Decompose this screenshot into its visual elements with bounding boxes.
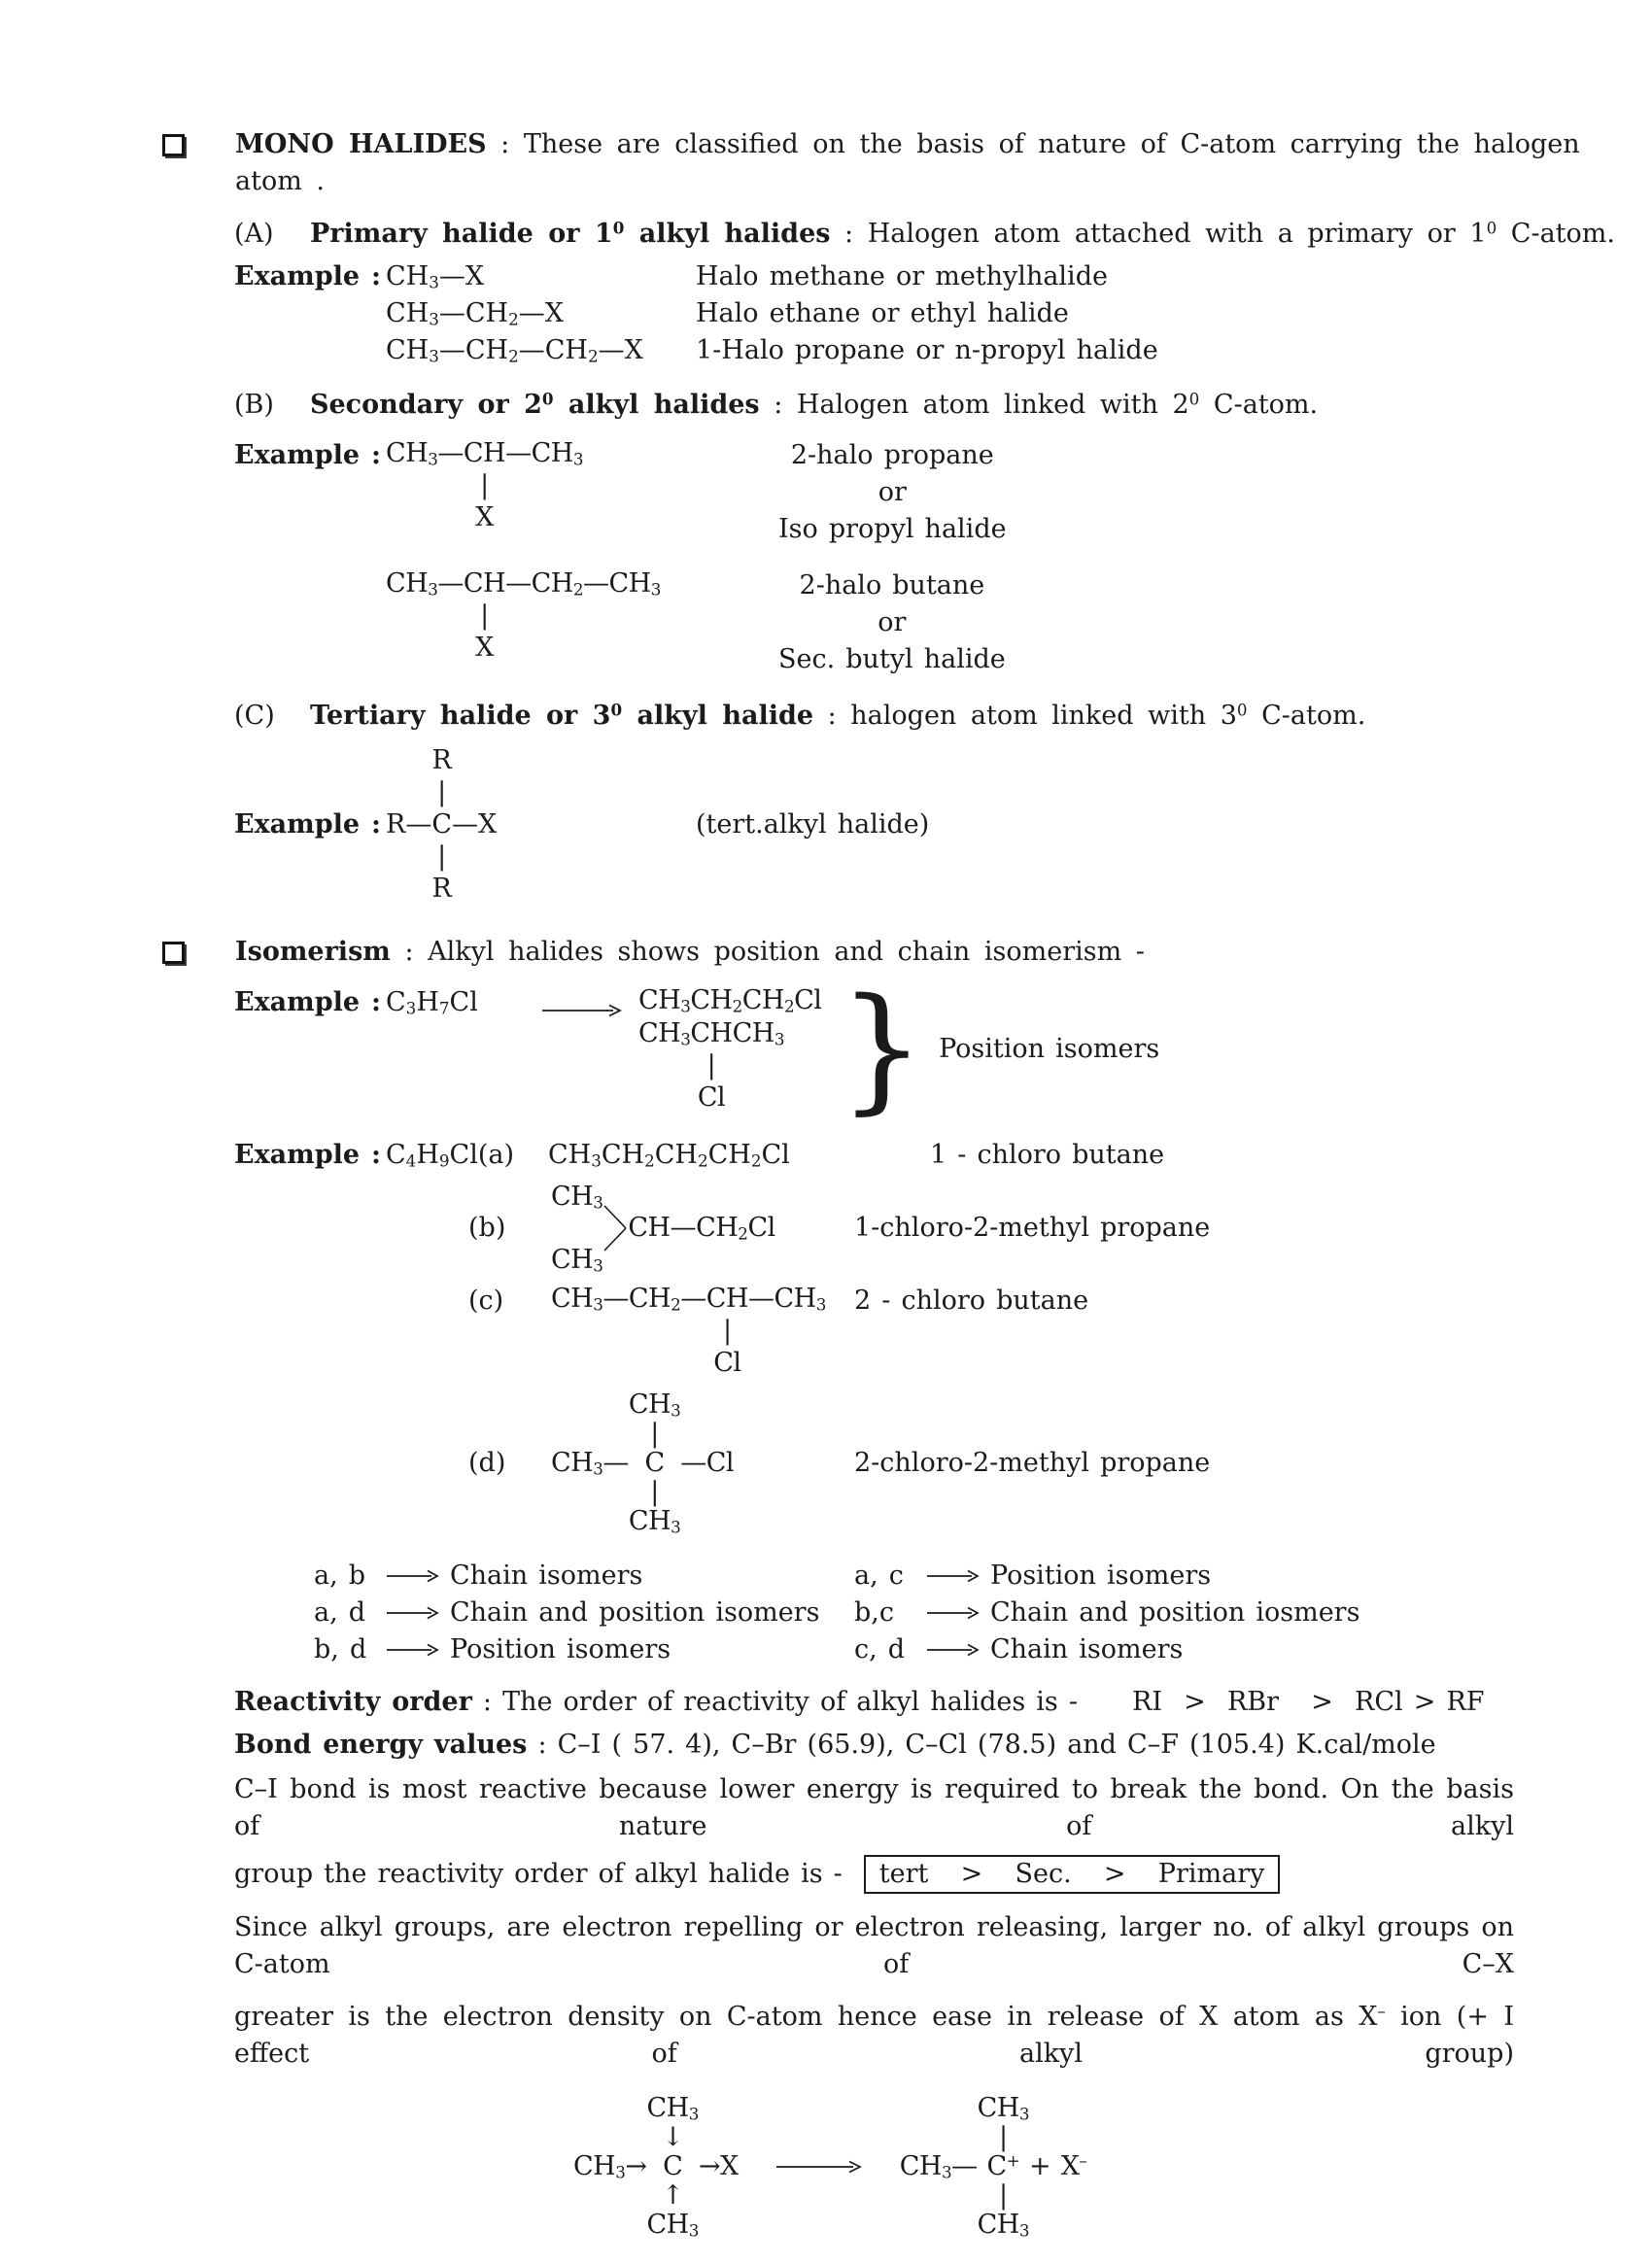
reactivity-text: : The order of reactivity of alkyl halides is - bbox=[471, 1687, 1078, 1717]
item-b-row bbox=[0, 387, 1652, 424]
formula-cell: R— bbox=[386, 809, 432, 840]
formula: $CH_3—CH_2—X$ bbox=[386, 298, 564, 329]
item-a-heading: Primary halide or $1^0$ alkyl halides bbox=[310, 218, 831, 249]
example-label: Example : bbox=[234, 987, 381, 1017]
formula-cell: ↑ bbox=[662, 2180, 684, 2211]
isomer-relations bbox=[0, 1558, 1652, 1668]
structure-2-chloro-butane bbox=[551, 1283, 826, 1379]
relation-item bbox=[854, 1558, 1211, 1595]
formula-cell: $CH_3$ bbox=[977, 2210, 1029, 2241]
formula-cell: | bbox=[650, 1419, 659, 1449]
formula-cell: $CH_3$ bbox=[646, 2093, 699, 2124]
item-b-desc: : Halogen atom linked with $2^0$ C-atom. bbox=[759, 389, 1319, 420]
compound-name: 2-halo butane bbox=[799, 570, 985, 600]
formula-cell: $CH_3$ bbox=[732, 1018, 784, 1049]
item-c-row bbox=[0, 698, 1652, 735]
formula-cell: R bbox=[431, 874, 452, 904]
bond-heading: Bond energy values bbox=[234, 1730, 528, 1760]
isomerism-title-row bbox=[0, 934, 1652, 971]
bullet-square-icon bbox=[162, 942, 185, 964]
formula-cell: $CH_3$ bbox=[646, 2210, 699, 2241]
formula-cell: C bbox=[431, 809, 453, 840]
formula-cell: | bbox=[706, 1050, 716, 1081]
arrow-right-icon bbox=[386, 1642, 440, 1658]
structure-note: (tert.alkyl halide) bbox=[696, 808, 930, 840]
structure-2-halo-propane bbox=[386, 437, 583, 533]
formula-cell: $CH_3$ bbox=[628, 1389, 681, 1421]
bullet-square-icon bbox=[162, 134, 185, 156]
item-c-text bbox=[310, 698, 1365, 735]
isomer-b-row bbox=[0, 1182, 1652, 1276]
formula-cell: | bbox=[480, 600, 489, 631]
isomerism-title-line bbox=[235, 934, 1145, 971]
relation-item bbox=[854, 1595, 1359, 1631]
structure-2-halo-butane bbox=[386, 567, 661, 664]
formula-cell: $CH_3$ bbox=[977, 2093, 1029, 2124]
relation-item bbox=[314, 1558, 854, 1595]
formula-cell: —X bbox=[452, 809, 498, 840]
product-structure bbox=[900, 2094, 1087, 2240]
item-a-label: (A) bbox=[234, 219, 274, 249]
relation-text: Chain isomers bbox=[990, 1634, 1184, 1664]
bond-angle-icon bbox=[602, 1194, 628, 1262]
formula-cell: X bbox=[475, 502, 494, 532]
example-label: Example : bbox=[234, 261, 381, 292]
reactivity-box: tert > Sec. > Primary bbox=[864, 1855, 1281, 1894]
structure-tert-alkyl-halide bbox=[386, 744, 497, 905]
formula-cell: $CH_3$ bbox=[628, 1506, 681, 1537]
formula-cell: + X– bbox=[1028, 2150, 1087, 2181]
arrow-right-icon bbox=[386, 1568, 440, 1584]
arrow-right-icon bbox=[926, 1605, 981, 1621]
paragraph-line-3: Since alkyl groups, are electron repelling or electron releasing, larger no. of alkyl groups on C-atom of C–X bbox=[234, 1912, 1514, 1979]
item-c-heading: Tertiary halide or $3^0$ alkyl halide bbox=[310, 700, 814, 731]
formula-cell: Cl bbox=[697, 1082, 726, 1113]
relation-text: Position isomers bbox=[990, 1561, 1212, 1591]
relation-text: Chain and position iosmers bbox=[990, 1597, 1360, 1628]
formula-cell: $CH_3—$ bbox=[551, 1448, 629, 1479]
compound-name: 2-halo propane bbox=[790, 440, 994, 470]
mono-halides-title-line bbox=[235, 126, 1652, 200]
relation-item bbox=[314, 1631, 854, 1668]
structure-2-chloro-propane bbox=[638, 1017, 784, 1114]
arrow-right-icon bbox=[926, 1568, 981, 1584]
products bbox=[638, 984, 839, 1114]
compound-name-stack bbox=[778, 567, 1006, 678]
page bbox=[0, 126, 1652, 2264]
formula-cell: $CH_3$ bbox=[638, 1018, 691, 1049]
relation-pair: b, d bbox=[314, 1634, 367, 1664]
relation-text: Chain and position isomers bbox=[450, 1597, 820, 1628]
example-label: Example : bbox=[234, 440, 381, 470]
example-label: Example : bbox=[234, 1140, 381, 1170]
section-title: Isomerism bbox=[235, 937, 391, 967]
formula-cell: —Cl bbox=[680, 1448, 735, 1478]
formula-cell: $—CH_3$ bbox=[747, 1284, 826, 1315]
compound-name: Halo methane or methylhalide bbox=[696, 261, 1108, 292]
example-label: Example : bbox=[234, 808, 381, 840]
relation-pair: b,c bbox=[854, 1597, 894, 1628]
arrow-right-icon bbox=[541, 1003, 623, 1018]
formula-cell: R bbox=[431, 745, 452, 775]
reactivity-order-line bbox=[234, 1684, 1652, 1721]
formula-cell: | bbox=[437, 841, 447, 872]
item-b-text bbox=[310, 387, 1318, 424]
example-row bbox=[0, 258, 1652, 295]
carbocation-reaction bbox=[0, 2094, 1652, 2240]
compound-name: 2 - chloro butane bbox=[854, 1286, 1089, 1316]
relation-item bbox=[854, 1631, 1183, 1668]
formula-cell: | bbox=[998, 2180, 1008, 2211]
example-row-b1 bbox=[0, 437, 1652, 548]
reactivity-heading: Reactivity order bbox=[234, 1687, 472, 1717]
formula-cell: $—CH_2—CH_3$ bbox=[505, 568, 661, 600]
formula-cell: CH bbox=[463, 568, 506, 599]
paragraph-line-4: greater is the electron density on C-atom hence ease in release of X atom as X– ion (+ I effect of alkyl group) bbox=[234, 2001, 1514, 2069]
formula-cell: →X bbox=[698, 2151, 739, 2181]
formula: $CH_3$ bbox=[551, 1245, 603, 1276]
paragraph-line-1: C–I bond is most reactive because lower energy is required to break the bond. On the basis of nature of alkyl bbox=[234, 1774, 1514, 1841]
formula-cell: | bbox=[437, 777, 447, 807]
item-b-heading: Secondary or $2^0$ alkyl halides bbox=[310, 389, 760, 420]
or-text: or bbox=[878, 607, 907, 637]
formula-cell: $CH_3—$ bbox=[899, 2151, 978, 2182]
section-intro: : These are classified on the basis of nature of C-atom carrying the halogen atom . bbox=[235, 129, 1580, 196]
isomer-c-row bbox=[0, 1283, 1652, 1379]
compound-name: 1-chloro-2-methyl propane bbox=[854, 1213, 1211, 1243]
paragraph-line-2-row bbox=[0, 1855, 1652, 1894]
example-row-b2 bbox=[0, 567, 1652, 678]
relation-pair: a, c bbox=[854, 1561, 904, 1591]
relation-pair: a, b bbox=[314, 1561, 366, 1591]
formula-cell: CH bbox=[463, 438, 506, 468]
section-intro: : Alkyl halides shows position and chain isomerism - bbox=[404, 937, 1145, 967]
item-a-row bbox=[0, 216, 1652, 253]
paragraph-line-2: group the reactivity order of alkyl halide is - bbox=[234, 1859, 843, 1889]
formula-cell: Cl bbox=[713, 1348, 741, 1378]
formula: $CH_3CH_2CH_2CH_2Cl$ bbox=[548, 1140, 790, 1171]
formula-cell: | bbox=[650, 1477, 659, 1507]
item-b-label: (B) bbox=[234, 390, 274, 420]
structure-1-chloro-2-methyl-propane bbox=[551, 1182, 854, 1276]
compound-name: 1-Halo propane or n-propyl halide bbox=[696, 335, 1158, 365]
relation-text: Position isomers bbox=[450, 1634, 671, 1664]
relation-text: Chain isomers bbox=[450, 1561, 643, 1591]
formula-cell: $CH_3\to$ bbox=[573, 2151, 647, 2182]
formula-cell: | bbox=[998, 2122, 1008, 2152]
structure-2-chloro-2-methyl-propane bbox=[551, 1390, 734, 1536]
formula-cell: C+ bbox=[986, 2150, 1020, 2181]
relation-item bbox=[314, 1595, 854, 1631]
formula-cell: C bbox=[663, 2151, 683, 2181]
reactant-structure bbox=[573, 2094, 739, 2240]
formula-cell: ↓ bbox=[662, 2122, 684, 2152]
section-title: MONO HALIDES bbox=[235, 129, 487, 159]
arrow-right-icon bbox=[926, 1642, 981, 1658]
compound-name: 1 - chloro butane bbox=[930, 1140, 1165, 1170]
formula-cell: C bbox=[644, 1448, 665, 1478]
formula-cell: X bbox=[475, 633, 494, 663]
relation-pair: c, d bbox=[854, 1634, 906, 1664]
isomer-d-row bbox=[0, 1390, 1652, 1536]
example-row bbox=[0, 332, 1652, 369]
arrow-right-icon bbox=[386, 1605, 440, 1621]
or-text: or bbox=[878, 477, 907, 507]
compound-name: Iso propyl halide bbox=[778, 514, 1007, 544]
formula-cell: | bbox=[480, 470, 489, 500]
reactivity-series: RI > RBr > RCl > RF bbox=[1132, 1687, 1485, 1717]
formula-cell: | bbox=[723, 1316, 732, 1346]
formula-cell: $CH_3—CH_2—$ bbox=[551, 1284, 706, 1315]
note: Position isomers bbox=[939, 1033, 1160, 1064]
mono-halides-title-row bbox=[0, 126, 1652, 200]
formula: $CH—CH_2Cl$ bbox=[628, 1213, 775, 1244]
formula-cell: CH bbox=[690, 1018, 733, 1048]
bond-text: : C–I ( 57. 4), C–Br (65.9), C–Cl (78.5) and C–F (105.4) K.cal/mole bbox=[527, 1730, 1436, 1760]
bond-energy-line bbox=[234, 1727, 1652, 1764]
sub-label: (b) bbox=[468, 1213, 506, 1243]
formula: $CH_3—X$ bbox=[386, 261, 485, 292]
formula-cell: CH bbox=[706, 1284, 748, 1314]
formula-cell: $CH_3—$ bbox=[386, 568, 464, 600]
brace: } bbox=[839, 970, 926, 1128]
example-row bbox=[0, 295, 1652, 332]
isomerism-example-2a bbox=[0, 1137, 1652, 1174]
formula: $CH_3CH_2CH_2Cl$ bbox=[638, 985, 822, 1016]
formula-cell: $—CH_3$ bbox=[505, 438, 583, 469]
compound-name-stack bbox=[778, 437, 1007, 548]
example-row-c bbox=[0, 744, 1652, 905]
reaction-arrow-icon bbox=[775, 2159, 863, 2175]
sub-label: (d) bbox=[468, 1448, 506, 1478]
isomerism-example-1 bbox=[0, 970, 1652, 1128]
item-a-desc: : Halogen atom attached with a primary or $1^0$ C-atom. bbox=[830, 218, 1615, 249]
item-a-text bbox=[310, 216, 1615, 253]
compound-name: Halo ethane or ethyl halide bbox=[696, 298, 1069, 328]
formula: $C_4H_9Cl(a)$ bbox=[386, 1140, 514, 1171]
formula: $C_3H_7Cl$ bbox=[386, 987, 478, 1018]
item-c-desc: : halogen atom linked with $3^0$ C-atom. bbox=[813, 700, 1366, 731]
relation-pair: a, d bbox=[314, 1597, 366, 1628]
formula: $CH_3$ bbox=[551, 1182, 603, 1213]
compound-name: 2-chloro-2-methyl propane bbox=[854, 1448, 1211, 1478]
formula-cell: $CH_3—$ bbox=[386, 438, 464, 469]
compound-name: Sec. butyl halide bbox=[778, 644, 1006, 674]
sub-label: (c) bbox=[468, 1286, 504, 1316]
formula: $CH_3—CH_2—CH_2—X$ bbox=[386, 335, 643, 366]
item-c-label: (C) bbox=[234, 701, 275, 731]
